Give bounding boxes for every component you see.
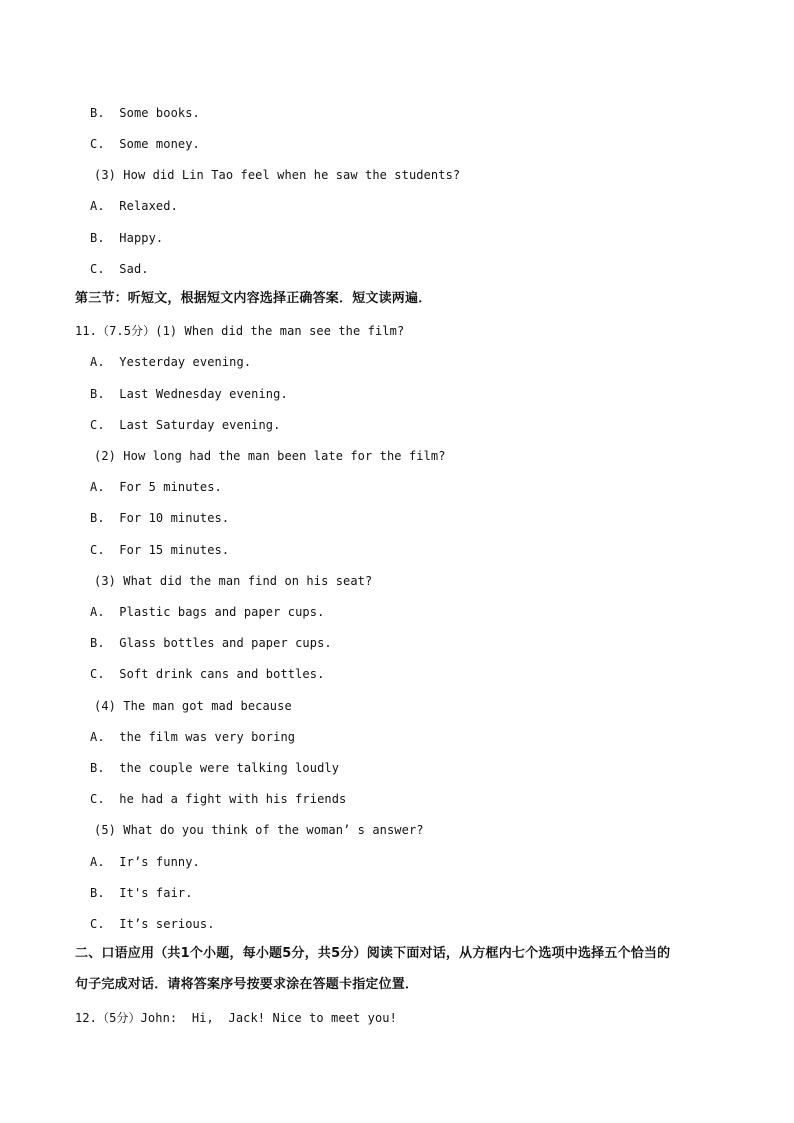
q11-5-option-c: C. It’s serious. [90,917,215,931]
q11-sub-question-5: (5) What do you think of the woman’ s answer? [94,823,424,837]
q11-2-option-b: B. For 10 minutes. [90,511,230,525]
part-two-heading-line-2: 句子完成对话．请将答案序号按要求涂在答题卡指定位置． [75,977,419,992]
option-c-some-money: C. Some money. [90,137,200,151]
option-a-relaxed: A. Relaxed. [90,199,178,213]
q11-2-option-c: C. For 15 minutes. [90,543,230,557]
part-two-heading-line-1: 二、口语应用（共1个小题，每小题5分，共5分）阅读下面对话，从方框内七个选项中选择五个恰当的 [75,946,671,961]
option-c-sad: C. Sad. [90,262,149,276]
section-three-heading: 第三节：听短文，根据短文内容选择正确答案．短文读两遍． [75,291,432,306]
q11-4-option-c: C. he had a fight with his friends [90,792,347,806]
q11-1-option-c: C. Last Saturday evening. [90,418,281,432]
q11-1-option-b: B. Last Wednesday evening. [90,387,288,401]
sub-question-3: (3) How did Lin Tao feel when he saw the students? [94,168,461,182]
q11-5-option-b: B. It's fair. [90,886,193,900]
option-b-some-books: B. Some books. [90,106,200,120]
q11-4-option-a: A. the film was very boring [90,730,296,744]
q11-4-option-b: B. the couple were talking loudly [90,761,340,775]
q11-sub-question-3: (3) What did the man find on his seat? [94,574,373,588]
q11-3-option-a: A. Plastic bags and paper cups. [90,605,325,619]
q11-sub-question-4: (4) The man got mad because [94,699,292,713]
q11-5-option-a: A. Ir’s funny. [90,855,200,869]
q11-2-option-a: A. For 5 minutes. [90,480,222,494]
q11-1-option-a: A. Yesterday evening. [90,355,252,369]
q11-3-option-c: C. Soft drink cans and bottles. [90,667,325,681]
question-11: 11.（7.5分）(1) When did the man see the film? [75,324,405,338]
option-b-happy: B. Happy. [90,231,164,245]
q11-sub-question-2: (2) How long had the man been late for the film? [94,449,446,463]
question-12: 12.（5分）John: Hi, Jack! Nice to meet you! [75,1011,397,1025]
q11-3-option-b: B. Glass bottles and paper cups. [90,636,332,650]
